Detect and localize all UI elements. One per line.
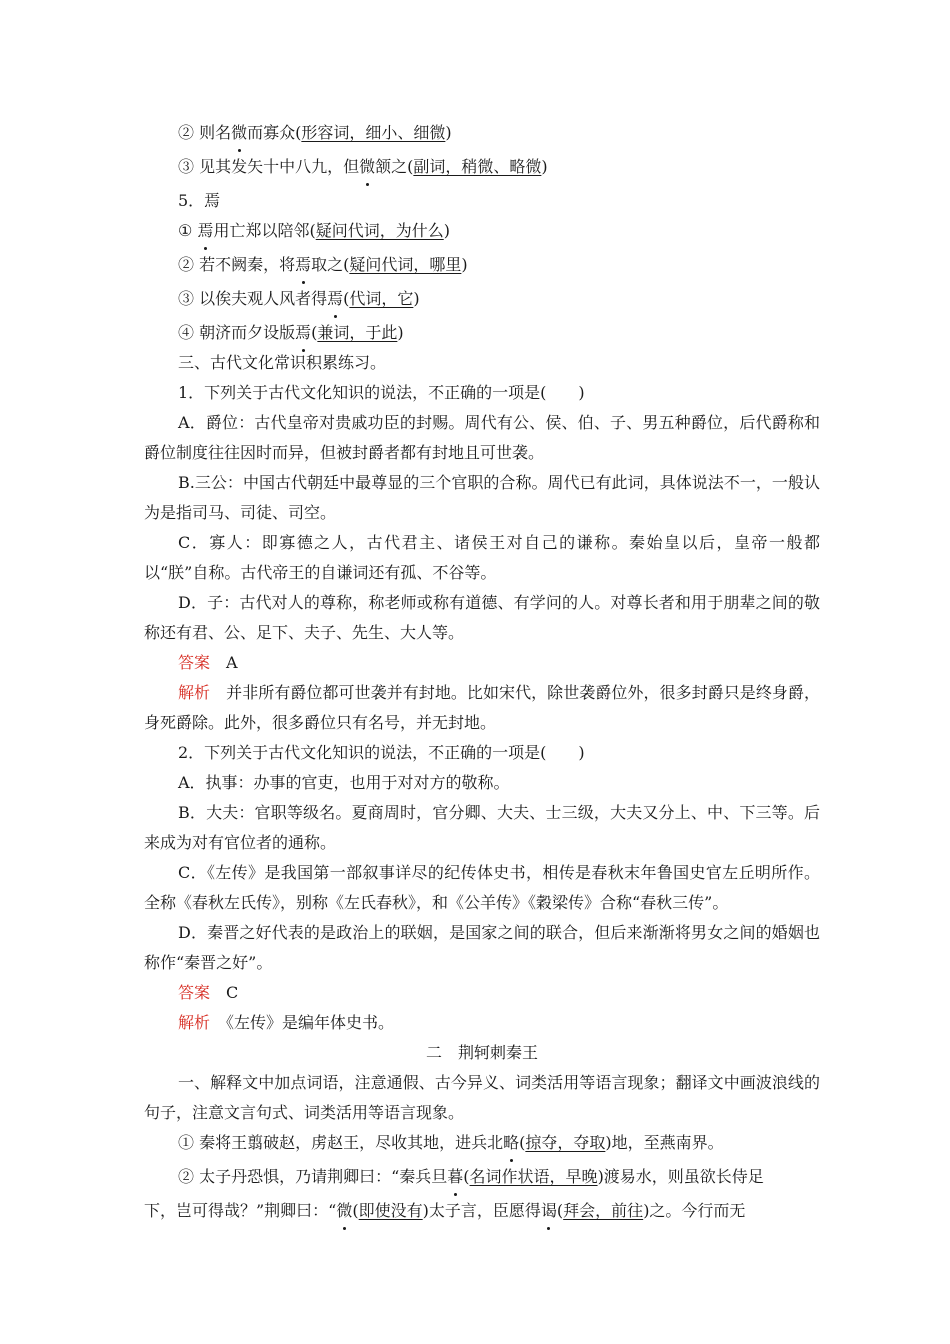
document-page [144, 118, 820, 1226]
q2-answer: 答案 C [178, 983, 239, 1002]
gloss-note: 疑问代词，为什么 [315, 221, 444, 240]
gloss-note: 代词，它 [349, 289, 414, 308]
chapter-title: 二 荆轲刺秦王 [425, 1043, 538, 1062]
sentence-1: ① 秦将王翦破赵，虏赵王，尽收其地，进兵北略(掠夺，夺取)地，至燕南界。 [144, 1128, 820, 1158]
part3-heading: 三、古代文化常识积累练习。 [178, 353, 387, 372]
q1-option-d: D．子：古代对人的尊称，称老师或称有道德、有学问的人。对尊长者和用于朋辈之间的敬称还有君、公、足下、夫子、先生、大人等。 [144, 593, 820, 642]
gloss-note: 形容词，细小、细微 [301, 123, 446, 142]
q2-option-b: B．大夫：官职等级名。夏商周时，官分卿、大夫、士三级，大夫又分上、中、下三等。后来成为对有官位者的通称。 [144, 803, 820, 852]
q1-analysis: 解析 并非所有爵位都可世袭并有封地。比如宋代，除世袭爵位外，很多封爵只是终身爵，身死爵除。此外，很多爵位只有名号，并无封地。 [144, 683, 820, 732]
sentence-2-line-2: 下，岂可得哉？”荆卿曰：“微(即使没有)太子言，臣愿得谒(拜会，前往)之。今行而无 [144, 1196, 820, 1226]
wei-item-2: ② 则名微而寡众(形容词，细小、细微) [144, 118, 820, 148]
q2-stem: 2．下列关于古代文化知识的说法，不正确的一项是( ) [178, 743, 585, 762]
dotted-word: 微 [359, 152, 375, 182]
gloss-note: 副词，稍微、略微 [413, 157, 542, 176]
wei-item-3: ③ 见其发矢十中八九，但微颔之(副词，稍微、略微) [144, 152, 820, 182]
dotted-word: 焉 [295, 318, 311, 348]
yan-item-3: ③ 以俟夫观人风者得焉(代词，它) [144, 284, 820, 314]
gloss-note: 兼词，于此 [317, 323, 398, 342]
chapter-intro: 一、解释文中加点词语，注意通假、古今异义、词类活用等语言现象；翻译文中画波浪线的句子，注意文言句式、词类活用等语言现象。 [144, 1073, 820, 1122]
answer-label: 答案 [178, 983, 211, 1002]
yan-heading: 5．焉 [178, 191, 221, 210]
answer-label: 答案 [178, 653, 211, 672]
q2-option-d: D．秦晋之好代表的是政治上的联姻，是国家之间的联合，但后来渐渐将男女之间的婚姻也称作“秦晋之好”。 [144, 923, 820, 972]
yan-item-4: ④ 朝济而夕设版焉(兼词，于此) [144, 318, 820, 348]
dotted-word: 微 [231, 118, 247, 148]
dotted-word: 略 [503, 1128, 519, 1158]
sentence-2-line-1: ② 太子丹恐惧，乃请荆卿曰：“秦兵旦暮(名词作状语，早晚)渡易水，则虽欲长侍足 [144, 1162, 820, 1192]
gloss-note: 即使没有 [358, 1201, 423, 1220]
analysis-label: 解析 [178, 683, 211, 702]
yan-item-1: ① 焉用亡郑以陪邻(疑问代词，为什么) [144, 216, 820, 246]
dotted-word: 微 [336, 1196, 352, 1226]
gloss-note: 名词作状语，早晚 [469, 1167, 598, 1186]
q1-option-b: B.三公：中国古代朝廷中最尊显的三个官职的合称。周代已有此词，具体说法不一，一般认为是指司马、司徒、司空。 [144, 473, 820, 522]
q1-option-a: A．爵位：古代皇帝对贵戚功臣的封赐。周代有公、侯、伯、子、男五种爵位，后代爵称和爵位制度往往因时而异，但被封爵者都有封地且可世袭。 [144, 413, 820, 462]
q1-stem: 1．下列关于古代文化知识的说法，不正确的一项是( ) [178, 383, 585, 402]
q1-option-c: C．寡人：即寡德之人，古代君主、诸侯王对自己的谦称。秦始皇以后，皇帝一般都以“朕”自称。古代帝王的自谦词还有孤、不谷等。 [144, 533, 820, 582]
yan-item-2: ② 若不阙秦，将焉取之(疑问代词，哪里) [144, 250, 820, 280]
gloss-note: 掠夺，夺取 [525, 1133, 606, 1152]
dotted-word: 焉 [327, 284, 343, 314]
q2-option-c: C．《左传》是我国第一部叙事详尽的纪传体史书，相传是春秋末年鲁国史官左丘明所作。全称《春秋左氏传》，别称《左氏春秋》，和《公羊传》《穀梁传》合称“春秋三传”。 [144, 863, 820, 912]
q1-answer: 答案 A [178, 653, 238, 672]
gloss-note: 疑问代词，哪里 [349, 255, 462, 274]
dotted-word: 谒 [541, 1196, 557, 1226]
q2-option-a: A．执事：办事的官吏，也用于对对方的敬称。 [178, 773, 510, 792]
analysis-label: 解析 [178, 1013, 211, 1032]
gloss-note: 拜会，前往 [563, 1201, 644, 1220]
q2-analysis: 解析 《左传》是编年体史书。 [178, 1013, 395, 1032]
dotted-word: 焉 [197, 216, 213, 246]
dotted-word: 焉 [295, 250, 311, 280]
dotted-word: 暮 [447, 1162, 463, 1192]
